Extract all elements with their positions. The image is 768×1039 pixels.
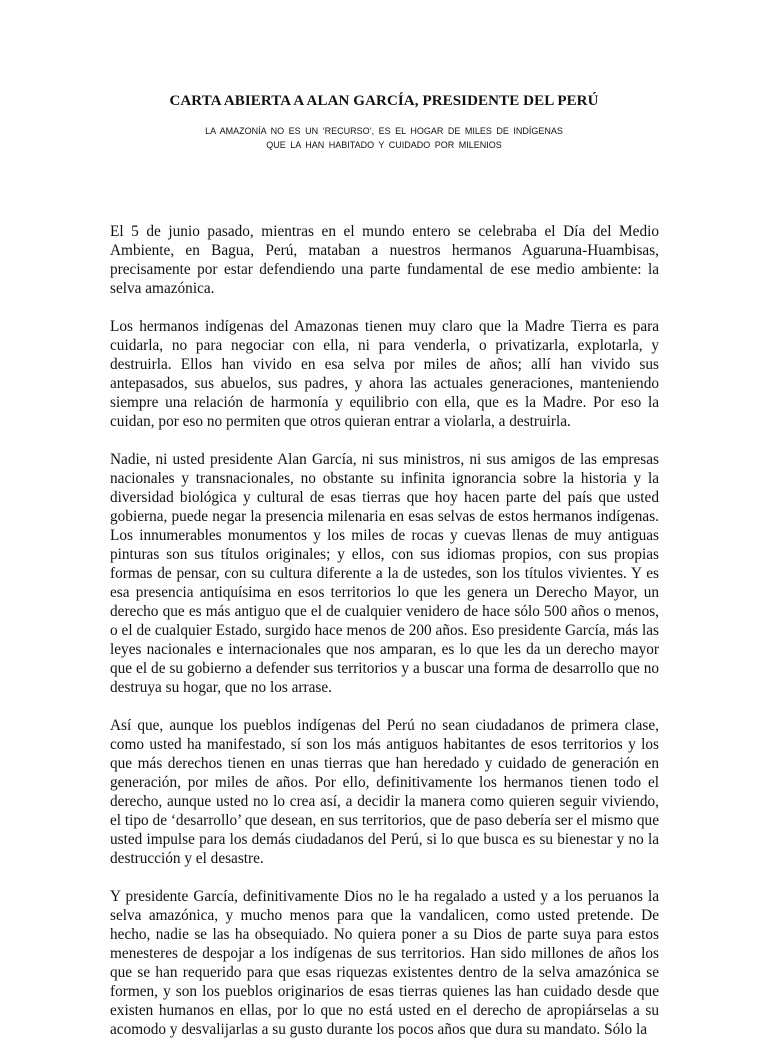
document-body: [110, 222, 659, 1039]
paragraph-4: Así que, aunque los pueblos indígenas del Perú no sean ciudadanos de primera clase, como usted ha manifestado, sí son los más antiguos habitantes de esos territorios y los que más derechos tienen en unas tierras que han heredado y cuidado de generación en generación, por miles de años. Por ello, definitivamente los hermanos tienen todo el derecho, aunque usted no lo crea así, a decidir la manera como quieren seguir viviendo, el tipo de ‘desarrollo’ que desean, en sus territorios, que de paso debería ser el mismo que usted impulse para los demás ciudadanos del Perú, si lo que busca es su bienestar y no la destrucción y el desastre.: [110, 717, 659, 867]
subtitle-line-1: LA AMAZONÍA NO ES UN ‘RECURSO’, ES EL HOGAR DE MILES DE INDÍGENAS: [205, 126, 563, 136]
paragraph-5: Y presidente García, definitivamente Dios no le ha regalado a usted y a los peruanos la selva amazónica, y mucho menos para que la vandalicen, como usted pretende. De hecho, nadie se las ha obsequiado. No quiera poner a su Dios de parte suya para estos menesteres de despojar a los indígenas de sus territorios. Han sido millones de años los que se han requerido para que esas riquezas existentes dentro de la selva amazónica se formen, y son los pueblos originarios de esas tierras quienes las han cuidado desde que existen humanos en ellas, por lo que no está usted en el derecho de apropiárselas a su acomodo y desvalijarlas a su gusto durante los pocos años que dura su mandato. Sólo la: [110, 888, 659, 1038]
paragraph-3: Nadie, ni usted presidente Alan García, ni sus ministros, ni sus amigos de las empresas nacionales y transnacionales, no obstante su infinita ignorancia sobre la historia y la diversidad biológica y cultural de esas tierras que hoy hacen parte del país que usted gobierna, puede negar la presencia milenaria en esas selvas de estos hermanos indígenas. Los innumerables monumentos y los miles de rocas y cuevas llenas de muy antiguas pinturas son sus títulos originales; y ellos, con sus idiomas propios, con sus propias formas de pensar, con su cultura diferente a la de ustedes, son los títulos vivientes. Y es esa presencia antiquísima en esos territorios lo que les genera un Derecho Mayor, un derecho que es más antiguo que el de cualquier venidero de hace sólo 500 años o menos, o el de cualquier Estado, surgido hace menos de 200 años. Eso presidente García, más las leyes nacionales e internacionales que nos amparan, es lo que les da un derecho mayor que el de su gobierno a defender sus territorios y a buscar una forma de desarrollo que no destruya su hogar, que no los arrase.: [110, 451, 659, 696]
paragraph-2: Los hermanos indígenas del Amazonas tienen muy claro que la Madre Tierra es para cuidarla, no para negociar con ella, ni para venderla, o privatizarla, explotarla, y destruirla. Ellos han vivido en esa selva por miles de años; allí han vivido sus antepasados, sus abuelos, sus padres, y ahora las actuales generaciones, manteniendo siempre una relación de harmonía y equilibrio con ella, que es la Madre. Por eso la cuidan, por eso no permiten que otros quieran entrar a violarla, a destruirla.: [110, 318, 659, 430]
document-title: CARTA ABIERTA A ALAN GARCÍA, PRESIDENTE DEL PERÚ: [169, 93, 599, 109]
subtitle-line-2: QUE LA HAN HABITADO Y CUIDADO POR MILENIOS: [266, 139, 502, 150]
paragraph-1: El 5 de junio pasado, mientras en el mundo entero se celebraba el Día del Medio Ambiente, en Bagua, Perú, mataban a nuestros hermanos Aguaruna-Huambisas, precisamente por estar defendiendo una parte fundamental de ese medio ambiente: la selva amazónica.: [110, 223, 659, 297]
document-subtitle: [0, 125, 768, 152]
